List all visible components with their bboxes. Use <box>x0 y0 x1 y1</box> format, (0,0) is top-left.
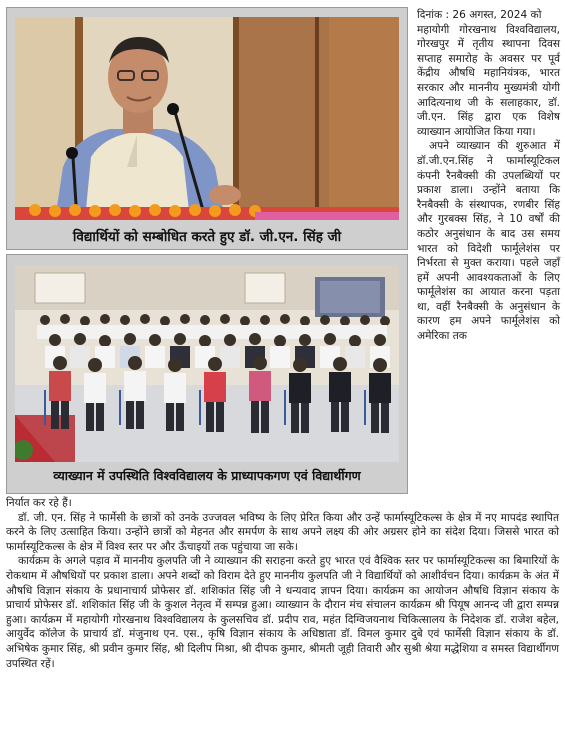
article-bottom-section <box>6 496 559 671</box>
article-paragraph-1: महायोगी गोरखनाथ विश्वविद्यालय, गोरखपुर में तृतीय स्थापना दिवस सप्ताह समारोह के अवसर पर पूर्व केंद्रीय औषधि महानियंत्रक, भारत सरकार और माननीय मुख्यमंत्री योगी आदित्यनाथ जी के सलाहकार, डॉ. जी.एन. सिंह द्वारा एक विशेष व्याख्यान आयोजित किया गया। <box>417 23 560 138</box>
article-right-column <box>417 8 560 344</box>
speaker-photo-image <box>15 17 399 220</box>
article-paragraph-2: अपने व्याख्यान की शुरुआत में डॉ.जी.एन.सिंह ने फार्मास्यूटिकल कंपनी रैनबैक्सी की उपलब्धियों पर प्रकाश डाला। उन्होंने बताया कि रैनबैक्सी के संस्थापक, रणबीर सिंह और गुरबक्स सिंह, ने 10 वर्षों की कठोर अनुसंधान के बाद उस समय भारत को विदेशी फार्मूलेशंस पर निर्भरता से मुक्त कराया। पहले जहाँ हमें अपनी आवश्यकताओं के लिए फार्मूलेशंस का आयात करना पड़ता था, वहीं रैनबैक्सी के अनुसंधान के कारण हम अपने फार्मूलेशंस को अमेरिका तक <box>417 140 560 343</box>
audience-photo <box>15 265 399 462</box>
audience-photo-caption: व्याख्यान में उपस्थिति विश्वविद्यालय के प्राध्यापकगण एवं विद्यार्थीगण <box>53 468 361 483</box>
article-dateline: दिनांक : 26 अगस्त, 2024 को <box>417 9 542 21</box>
audience-photo-panel <box>6 254 408 494</box>
speaker-photo <box>15 17 399 220</box>
article-paragraph-3: डॉ. जी. एन. सिंह ने फार्मेसी के छात्रों को उनके उज्जवल भविष्य के लिए प्रेरित किया और उन्हें फार्मास्यूटिकल्स के क्षेत्र में नए मापदंड स्थापित करने के लिए उत्साहित किया। उन्होंने छात्रों को मेहनत और समर्पण के साथ अपने लक्ष्य की ओर अग्रसर होने का संदेश दिया। जिससे भारत को फार्मास्यूटिकल्स के क्षेत्र में विश्व स्तर पर और ऊँचाइयों तक पहुंचाया जा सके। <box>6 511 559 553</box>
speaker-photo-panel <box>6 7 408 250</box>
article-paragraph-2-tail: निर्यात कर रहे हैं। <box>6 497 72 509</box>
article-paragraph-4: कार्यक्रम के अगले पड़ाव में माननीय कुलपति जी ने व्याख्यान की सराहना करते हुए भारत एवं वैश्विक स्तर पर फार्मास्यूटिकल्स का बिमारियों के रोकथाम में औषधियों पर प्रकाश डाला। अपने शब्दों को विराम देते हुए माननीय कुलपति जी ने विद्यार्थियों को आशीर्वचन दिया। कार्यक्रम के अंत में औषधि विज्ञान संकाय के प्रधानाचार्य प्रोफेसर डॉ. शशिकांत सिंह जी ने धन्यवाद ज्ञापन दिया। कार्यक्रम का आयोजन औषधि विज्ञान संकाय के प्राचार्य प्रोफेसर डॉ. शशिकांत सिंह जी के कुशल नेतृत्व में सम्पन्न हुआ। व्याख्यान के दौरान मंच संचालन कार्यक्रम श्री पियूष आनन्द जी द्वारा सम्पन्न हुआ। कार्यक्रम में महायोगी गोरखनाथ विश्वविद्यालय के कुलसचिव डॉ. प्रदीप राव, महंत दिग्विजयनाथ चिकित्सालय के निदेशक डॉ. राजेश बहेल, आयुर्वेद कॉलेज के प्राचार्य डॉ. मंजुनाथ एन. एस., कृषि विज्ञान संकाय के अधिष्ठाता डॉ. विमल कुमार दुबे एवं फार्मेसी विज्ञान संकाय के डॉ. अभिषेक कुमार सिंह, श्री प्रवीन कुमार सिंह, श्री दिलीप मिश्रा, श्री दीपक कुमार, श्रीमती जूही तिवारी और सुश्री श्रेया मद्धेशिया व समस्त विद्यार्थीगण उपस्थित रहें। <box>6 555 559 670</box>
speaker-photo-caption: विद्यार्थियों को सम्बोधित करते हुए डॉ. जी.एन. सिंह जी <box>72 229 342 245</box>
audience-photo-image <box>15 265 399 462</box>
